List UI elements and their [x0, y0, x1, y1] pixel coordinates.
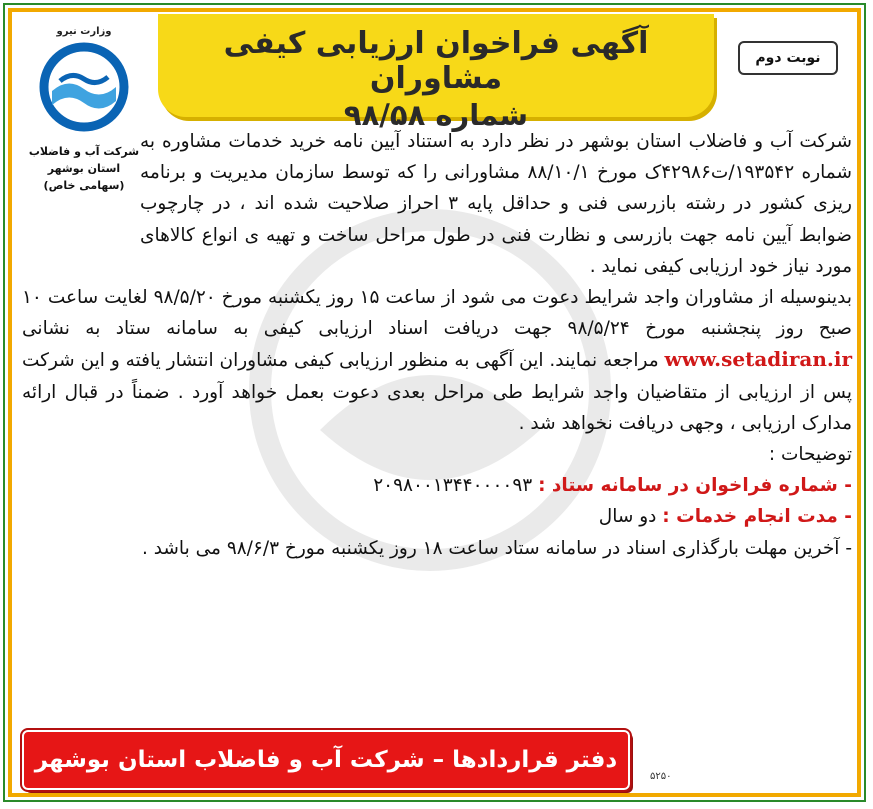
announcement-body [22, 126, 852, 564]
announcement-title [158, 14, 714, 132]
ad-code: ۵۲۵۰ [650, 771, 672, 782]
title-number: شماره ۹۸/۵۸ [343, 98, 529, 132]
paragraph-invitation: بدینوسیله از مشاوران واجد شرایط دعوت می شود از ساعت ۱۵ روز یکشنبه مورخ ۹۸/۵/۲۰ لغایت ساعت ۱۰ صبح روز پنجشنبه مورخ ۹۸/۵/۲۴ جهت دریافت اسناد ارزیابی کیفی به سامانه ستاد به نشانی www.setadiran.ir مراجعه نمایند. این آگهی به منظور ارزیابی کیفی مشاوران انتشار یافته و این شرکت پس از ارزیابی از متقاضیان واجد شرایط طی مراحل بعدی دعوت بعمل خواهد آورد . ضمناً در قبال ارائه مدارک ارزیابی ، وجهی دریافت نخواهد شد . [22, 287, 853, 434]
note-upload-deadline: - آخرین مهلت بارگذاری اسناد در سامانه ستاد ساعت ۱۸ روز یکشنبه مورخ ۹۸/۶/۳ می باشد . [141, 537, 852, 559]
paragraph-intro: شرکت آب و فاضلاب استان بوشهر در نظر دارد به استناد آیین نامه خرید خدمات مشاوره به شماره ۱۹۳۵۴۲/ت۴۲۹۸۶ک مورخ ۸۸/۱۰/۱ مشاورانی را که توسط سازمان مدیریت و برنامه ریزی کشور در رشته بازرسی فنی و حداقل پایه ۳ احراز صلاحیت شده اند ، در چارچوب ضوابط آیین نامه جهت بازرسی و نظارت فنی در طول مراحل ساخت و تهیه ی انواع کالاهای مورد نیاز خود ارزیابی کیفی نماید . [140, 131, 853, 277]
company-name-line-3: (سهامی خاص) [43, 179, 125, 192]
title-line-1: آگهی فراخوان ارزیابی کیفی مشاوران [223, 26, 649, 96]
contracts-office-banner: دفتر قراردادها – شرکت آب و فاضلاب استان بوشهر [22, 730, 630, 790]
company-name-line-2: استان بوشهر [47, 162, 121, 175]
website-link[interactable]: www.setadiran.ir [664, 347, 852, 372]
note-service-duration: - مدت انجام خدمات : دو سال [598, 506, 852, 528]
notes-heading: توضیحات : [768, 444, 852, 466]
ministry-name: وزارت نیرو [56, 26, 112, 37]
company-name-line-1: شرکت آب و فاضلاب [28, 145, 140, 158]
round-badge: نوبت دوم [738, 41, 838, 75]
note-tender-number: - شماره فراخوان در سامانه ستاد : ۲۰۹۸۰۰۱۳۴۴۰۰۰۰۹۳ [373, 475, 852, 497]
water-drop-icon [38, 41, 130, 133]
